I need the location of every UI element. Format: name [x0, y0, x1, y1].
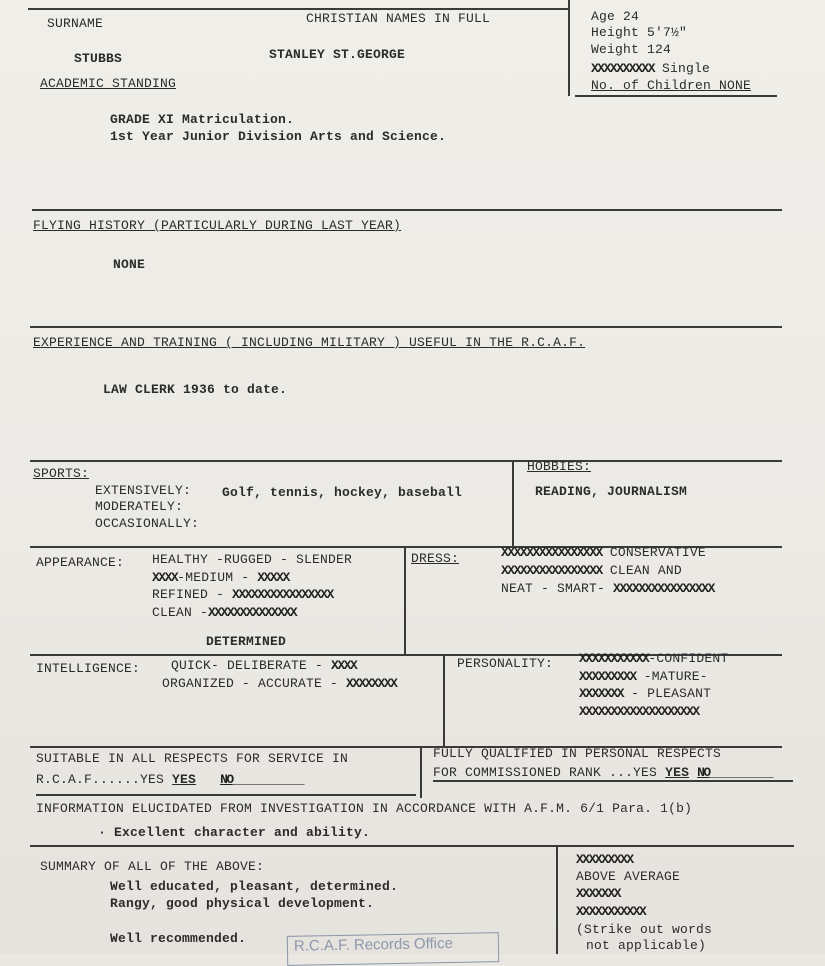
stamp-text: R.C.A.F. Records Office	[293, 934, 453, 955]
suitable-line2: R.C.A.F......YES YES NO_________	[36, 772, 305, 787]
dress-line2	[501, 564, 682, 578]
rule	[512, 460, 514, 546]
struck-text: XXXXXXX	[576, 886, 621, 901]
appearance-line4	[152, 606, 296, 620]
struck-text: XXXXXXXX	[346, 676, 397, 691]
summary-heading: SUMMARY OF ALL OF THE ABOVE:	[40, 859, 265, 874]
christian-names-value: STANLEY ST.GEORGE	[269, 47, 406, 62]
information-value-text: Excellent character and ability.	[114, 825, 371, 840]
qualified-line2: FOR COMMISSIONED RANK ...YES YES NO________	[433, 765, 774, 780]
appearance-line4-text: CLEAN -	[152, 605, 209, 620]
personality-line2	[579, 670, 708, 684]
personality-line3-text: - PLEASANT	[631, 686, 712, 701]
struck-text: XXXXXXXXX	[576, 852, 633, 867]
rule	[30, 326, 782, 328]
struck-text: NO	[220, 772, 233, 787]
intelligence-line1-text: QUICK- DELIBERATE -	[171, 658, 324, 673]
experience-heading: EXPERIENCE AND TRAINING ( INCLUDING MILITARY ) USEFUL IN THE R.C.A.F.	[33, 335, 586, 350]
marital-value: Single	[662, 61, 711, 76]
rule	[30, 845, 794, 847]
dress-label: DRESS:	[411, 551, 460, 566]
rule	[36, 794, 416, 796]
appearance-line1: HEALTHY -RUGGED - SLENDER	[152, 552, 353, 567]
rule	[404, 546, 406, 654]
struck-text: XXXXXXXXXXXXXXXX	[613, 581, 714, 596]
rule	[30, 460, 782, 462]
sports-extensively-label: EXTENSIVELY:	[95, 483, 192, 498]
children: No. of Children NONE	[591, 78, 752, 93]
qualified-line2-text: FOR COMMISSIONED RANK ...YES	[433, 765, 658, 780]
rule	[443, 654, 445, 746]
marital-status	[591, 62, 710, 76]
intelligence-line2	[162, 677, 396, 691]
academic-line1: GRADE XI Matriculation.	[110, 112, 295, 127]
academic-line2: 1st Year Junior Division Arts and Science.	[110, 129, 447, 144]
struck-text: XXXX	[152, 570, 178, 585]
summary-line2: Rangy, good physical development.	[110, 896, 375, 911]
rule	[433, 780, 793, 782]
struck-text: XXXX	[331, 658, 357, 673]
information-heading: INFORMATION ELUCIDATED FROM INVESTIGATION IN ACCORDANCE WITH A.F.M. 6/1 Para. 1(b)	[36, 801, 693, 816]
rating-value: ABOVE AVERAGE	[576, 869, 681, 884]
summary-line1: Well educated, pleasant, determined.	[110, 879, 399, 894]
rule	[568, 0, 570, 96]
surname-label: SURNAME	[47, 16, 104, 31]
surname-value: STUBBS	[74, 51, 123, 66]
rating-note2: not applicable)	[586, 938, 707, 953]
struck-text: XXXXXXXXXXXXXXXX	[501, 545, 602, 560]
dress-line3-text: NEAT - SMART-	[501, 581, 606, 596]
struck-text: XXXXXXXXXXXXXXXX	[501, 563, 602, 578]
rule	[420, 746, 422, 798]
dress-line3	[501, 582, 714, 596]
struck-text: NO	[697, 765, 710, 780]
struck-text: XXXXXXXXXXX	[576, 904, 646, 919]
qualified-line1: FULLY QUALIFIED IN PERSONAL RESPECTS	[433, 746, 722, 761]
sports-extensively-value: Golf, tennis, hockey, baseball	[222, 485, 463, 500]
age: Age 24	[591, 9, 640, 24]
flying-value: NONE	[113, 257, 146, 272]
christian-names-label: CHRISTIAN NAMES IN FULL	[306, 11, 491, 26]
dress-line1	[501, 546, 706, 560]
struck-text: XXXXXXXXX	[579, 669, 636, 684]
appearance-line3-text: REFINED -	[152, 587, 225, 602]
dress-line2-text: CLEAN AND	[609, 563, 682, 578]
hobbies-value: READING, JOURNALISM	[535, 484, 688, 499]
appearance-added: DETERMINED	[206, 634, 287, 649]
experience-value: LAW CLERK 1936 to date.	[103, 382, 288, 397]
sports-heading: SPORTS:	[33, 466, 90, 481]
appearance-line2-text: -MEDIUM -	[177, 570, 250, 585]
rule	[556, 845, 558, 954]
academic-heading: ACADEMIC STANDING	[40, 76, 177, 91]
suitable-yes: YES	[172, 772, 197, 787]
intelligence-label: INTELLIGENCE:	[36, 661, 141, 676]
struck-text: XXXXXXXXXXX	[579, 651, 649, 666]
struck-text: XXXXXXXXXXXXXX	[208, 605, 297, 620]
appearance-line2	[152, 571, 289, 585]
summary-line3: Well recommended.	[110, 931, 247, 946]
sports-moderately-label: MODERATELY:	[95, 499, 184, 514]
sports-occasionally-label: OCCASIONALLY:	[95, 516, 200, 531]
hobbies-heading: HOBBIES:	[527, 459, 592, 474]
appearance-label: APPEARANCE:	[36, 555, 125, 570]
struck-text: XXXXXXXXXXXXXXXX	[232, 587, 333, 602]
intelligence-line2-text: ORGANIZED - ACCURATE -	[162, 676, 339, 691]
suitable-line2-text: R.C.A.F......YES	[36, 772, 165, 787]
rule	[575, 95, 777, 97]
personality-line2-text: -MATURE-	[643, 669, 708, 684]
qualified-yes: YES	[665, 765, 690, 780]
records-office-stamp	[287, 932, 499, 966]
dress-line1-text: CONSERVATIVE	[609, 545, 706, 560]
struck-text: XXXXXXXXXXXXXXXXXXX	[579, 704, 699, 719]
height: Height 5'7½"	[591, 25, 688, 40]
information-value: · Excellent character and ability.	[98, 825, 371, 840]
appearance-line3	[152, 588, 333, 602]
struck-text: XXXXXXXXXX	[591, 61, 655, 76]
personality-line1	[579, 652, 728, 666]
weight: Weight 124	[591, 42, 672, 57]
suitable-line1: SUITABLE IN ALL RESPECTS FOR SERVICE IN	[36, 751, 349, 766]
rating-note1: (Strike out words	[576, 922, 713, 937]
personality-line3	[579, 687, 711, 701]
personality-label: PERSONALITY:	[457, 656, 554, 671]
personality-line4	[579, 705, 699, 719]
flying-heading: FLYING HISTORY (PARTICULARLY DURING LAST YEAR)	[33, 218, 402, 233]
struck-text: XXXXX	[257, 570, 289, 585]
struck-text: XXXXXXX	[579, 686, 624, 701]
rule	[28, 8, 568, 10]
personality-line1-text: -CONFIDENT	[648, 651, 729, 666]
intelligence-line1	[171, 659, 356, 673]
rule	[32, 209, 782, 211]
